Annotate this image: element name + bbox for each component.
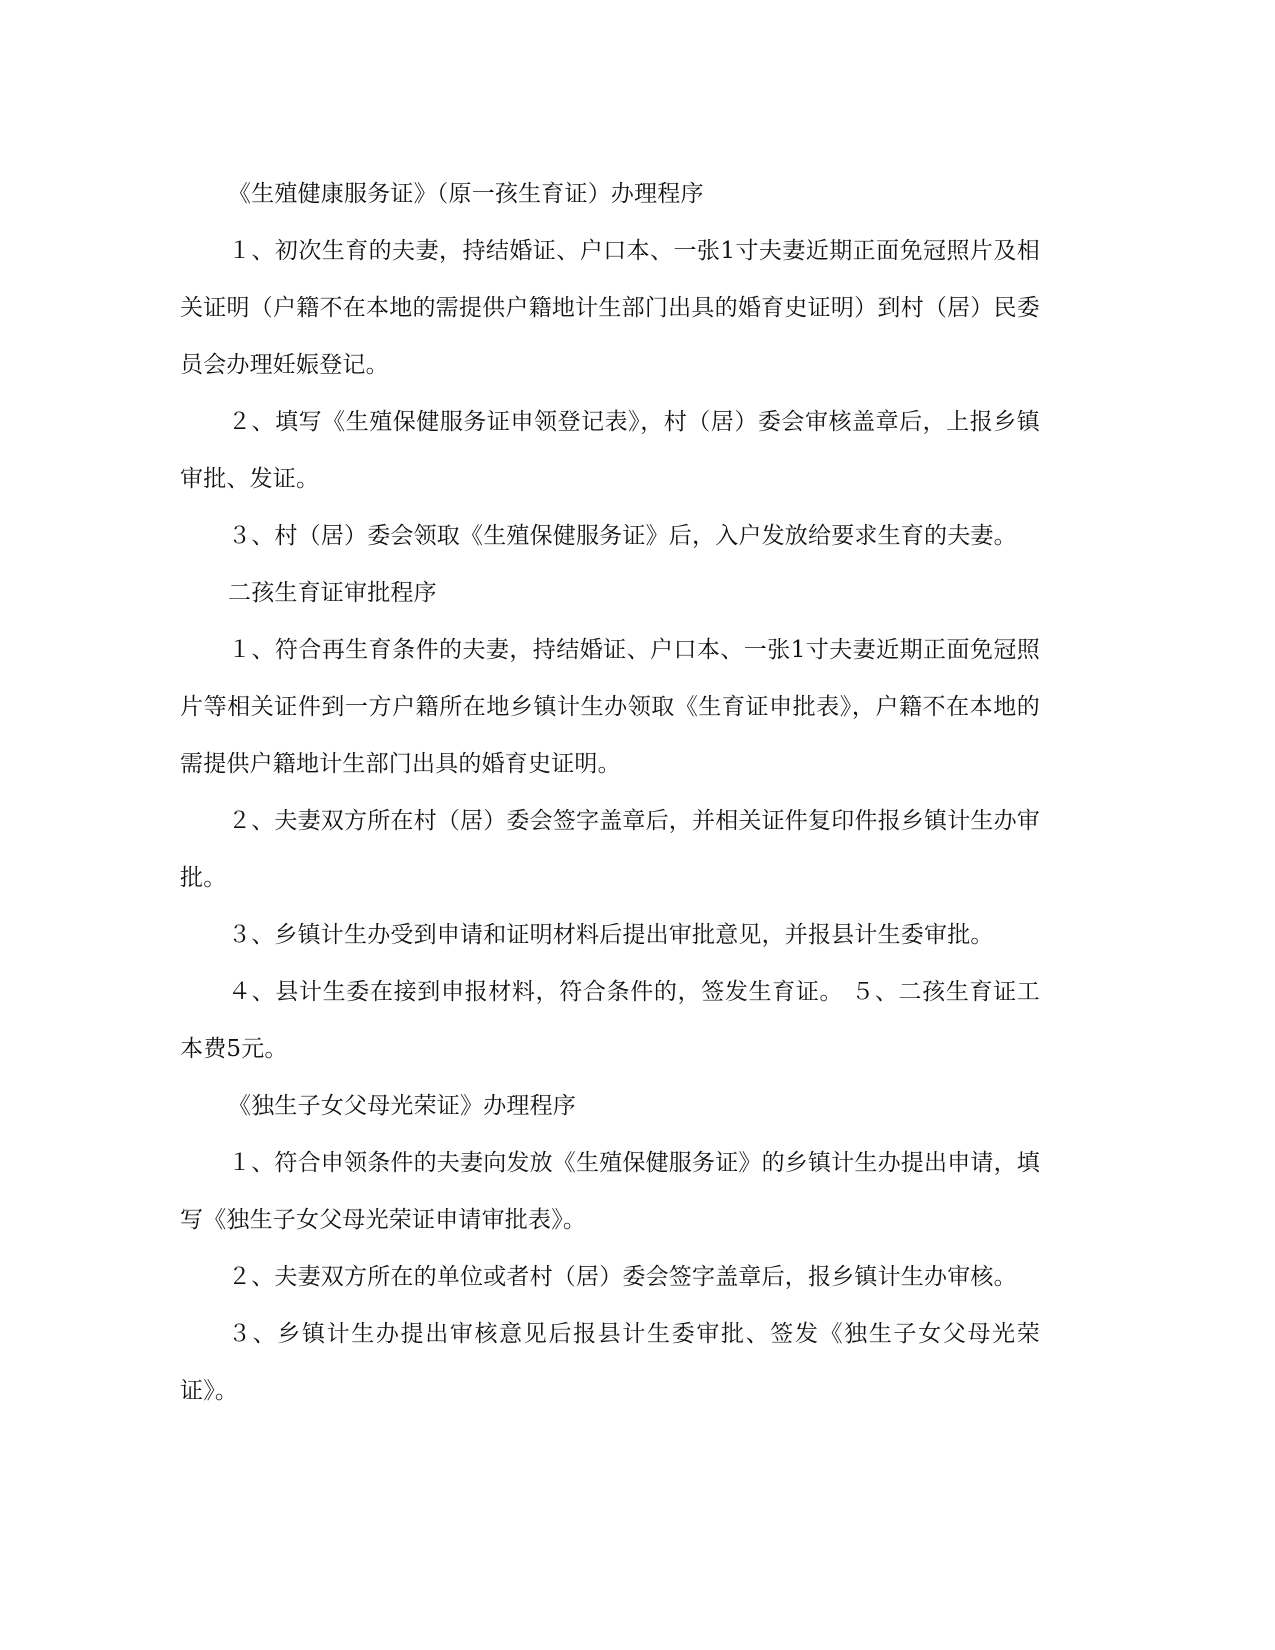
section-heading: 二孩生育证审批程序: [228, 580, 437, 606]
document-body: [180, 166, 1040, 1420]
section-heading: 《独生子女父母光荣证》办理程序: [228, 1093, 576, 1119]
paragraph: ２、夫妻双方所在村（居）委会签字盖章后，并相关证件复印件报乡镇计生办审批。: [180, 808, 1040, 891]
section-second-child-certificate: [180, 565, 1040, 1078]
section-only-child-parents-certificate: [180, 1078, 1040, 1420]
paragraph: ２、夫妻双方所在的单位或者村（居）委会签字盖章后，报乡镇计生办审核。: [228, 1264, 1017, 1290]
section-heading: 《生殖健康服务证》（原一孩生育证）办理程序: [228, 181, 704, 207]
paragraph: １、符合申领条件的夫妻向发放《生殖保健服务证》的乡镇计生办提出申请，填写《独生子女父母光荣证申请审批表》。: [180, 1150, 1040, 1233]
section-reproductive-health-certificate: [180, 166, 1040, 565]
paragraph: １、符合再生育条件的夫妻，持结婚证、户口本、一张1寸夫妻近期正面免冠照片等相关证件到一方户籍所在地乡镇计生办领取《生育证申批表》，户籍不在本地的需提供户籍地计生部门出具的婚育史证明。: [180, 637, 1040, 777]
paragraph: １、初次生育的夫妻，持结婚证、户口本、一张1寸夫妻近期正面免冠照片及相关证明（户籍不在本地的需提供户籍地计生部门出具的婚育史证明）到村（居）民委员会办理妊娠登记。: [180, 238, 1040, 378]
paragraph: ２、填写《生殖保健服务证申领登记表》，村（居）委会审核盖章后，上报乡镇审批、发证。: [180, 409, 1040, 492]
paragraph: ３、乡镇计生办提出审核意见后报县计生委审批、签发《独生子女父母光荣证》。: [180, 1321, 1040, 1404]
paragraph: ４、县计生委在接到申报材料，符合条件的，签发生育证。 ５、二孩生育证工本费5元。: [180, 979, 1040, 1062]
paragraph: ３、村（居）委会领取《生殖保健服务证》后，入户发放给要求生育的夫妻。: [228, 523, 1017, 549]
paragraph: ３、乡镇计生办受到申请和证明材料后提出审批意见，并报县计生委审批。: [228, 922, 994, 948]
